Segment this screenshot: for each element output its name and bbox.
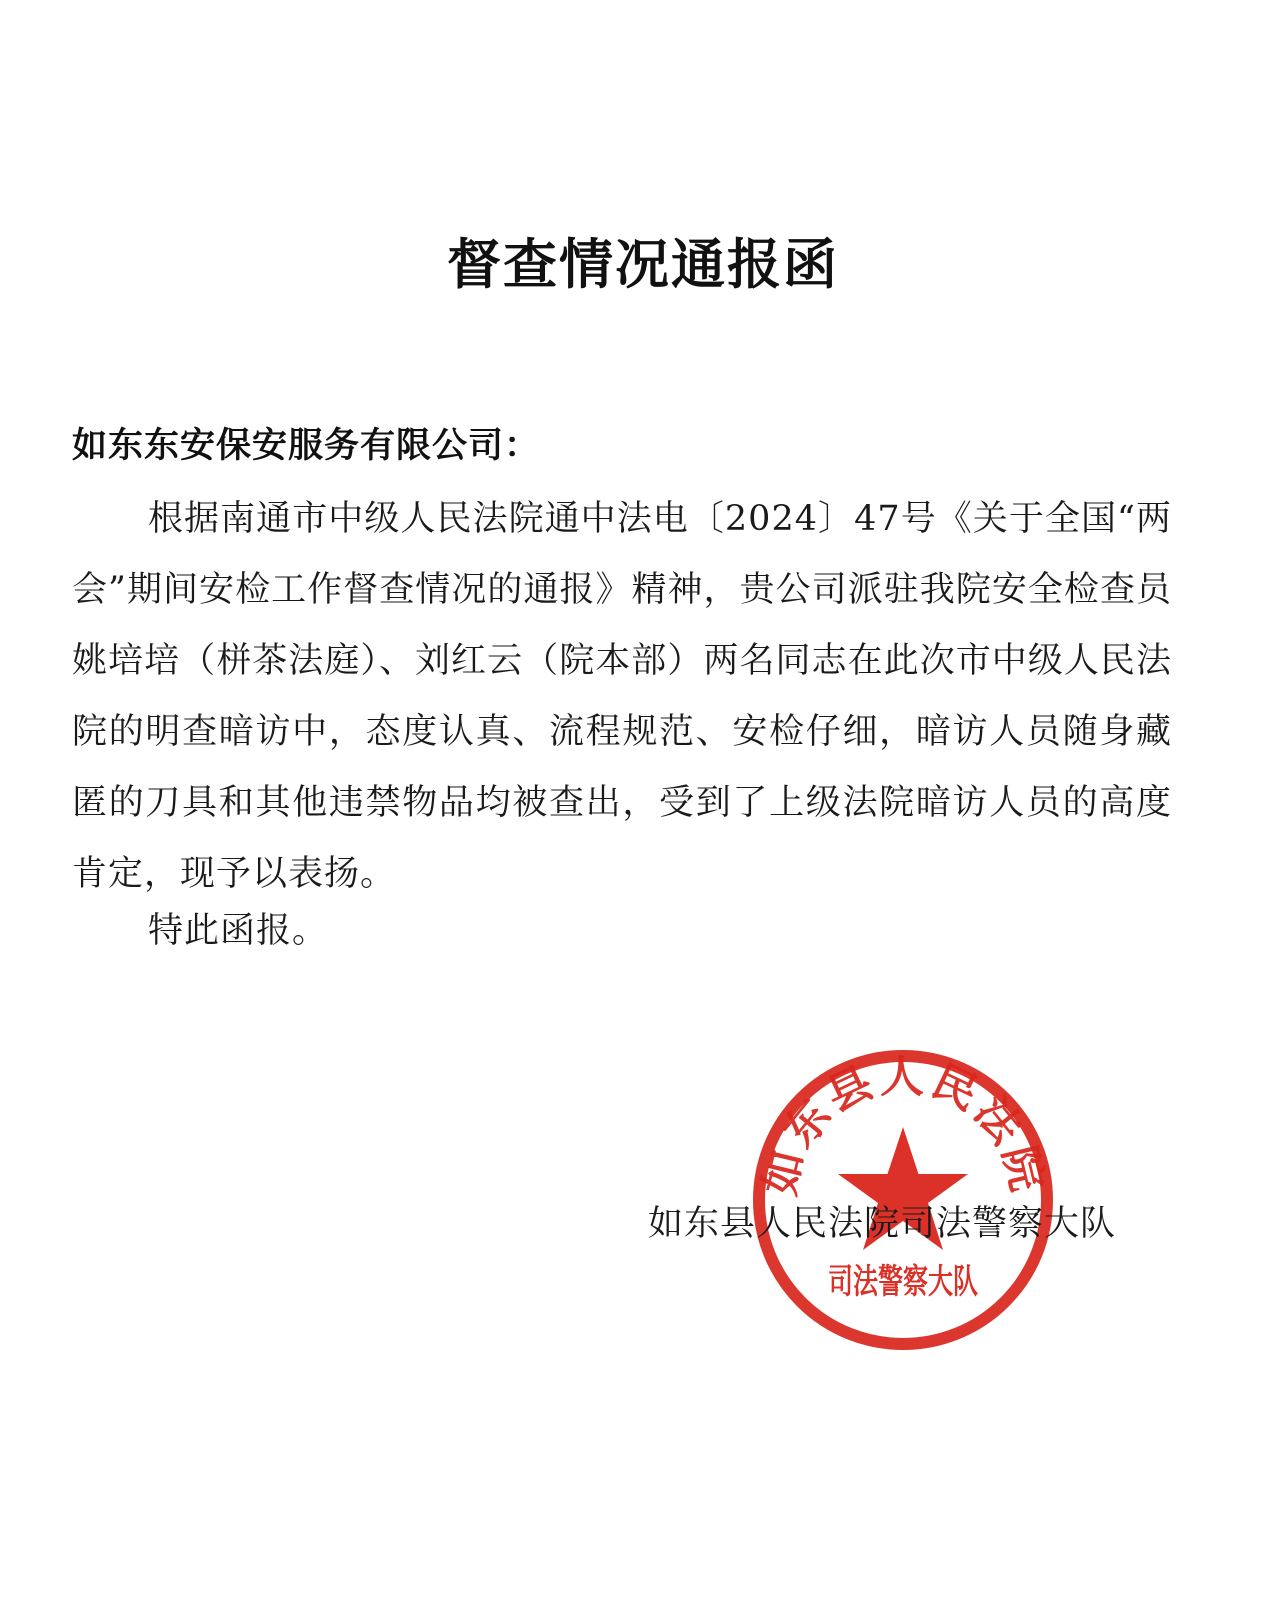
salutation: 如东东安保安服务有限公司：	[72, 426, 541, 466]
signature-organization: 如东县人民法院司法警察大队	[648, 1204, 1117, 1244]
document-title: 督查情况通报函	[447, 233, 839, 296]
seal-inner-text: 司法警察大队	[828, 1262, 978, 1302]
seal-outer-text: 如东县人民法院	[754, 1051, 1054, 1200]
body-paragraph: 根据南通市中级人民法院通中法电〔2024〕47号《关于全国“两会”期间安检工作督查情况的通报》精神，贵公司派驻我院安全检查员姚培培（栟茶法庭）、刘红云（院本部）两名同志在此次市中级人民法院的明查暗访中，态度认真、流程规范、安检仔细，暗访人员随身藏匿的刀具和其他违禁物品均被查出，受到了上级法院暗访人员的高度肯定，现予以表扬。	[72, 499, 1172, 894]
closing-text: 特此函报。	[148, 911, 329, 951]
